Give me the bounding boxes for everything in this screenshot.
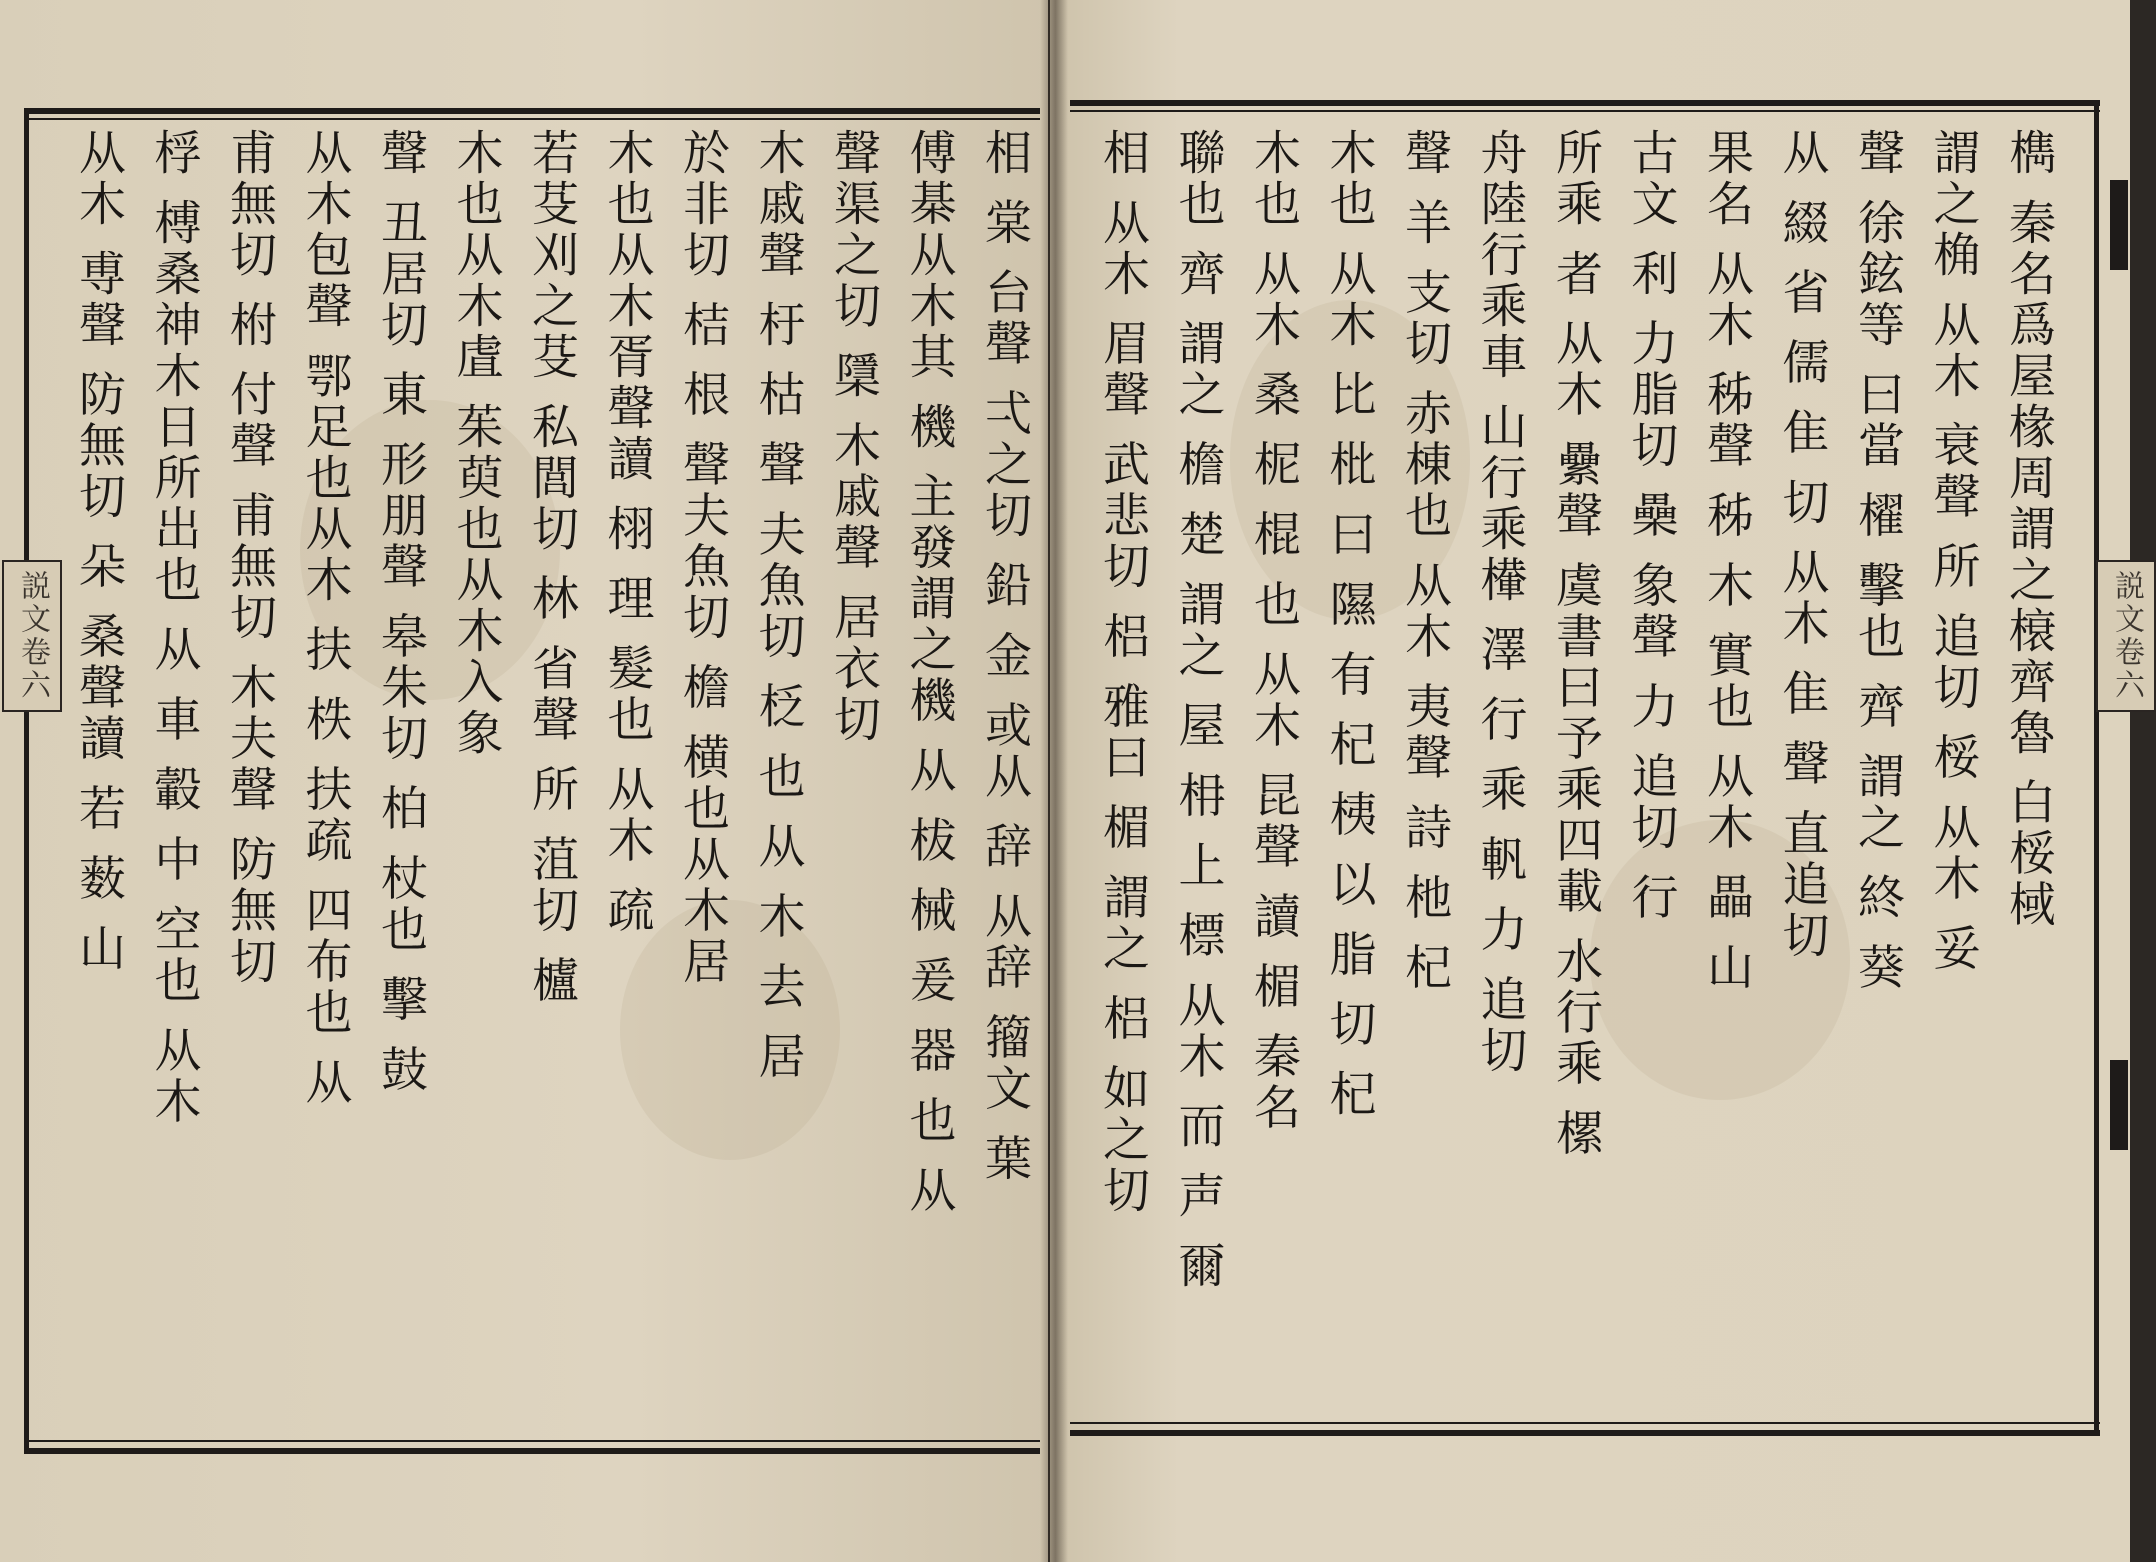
text-column: 若芟刈之芟 私閭切 林 省聲 所 菹切 櫨: [524, 128, 579, 1007]
text-column: 聲 丑居切 東 形朋聲 皋朱切 柏 杖也 擊 鼓: [373, 128, 428, 1096]
text-column: 聲 羊 支切 赤棟也 从木 夷聲 詩 杝 杞: [1397, 128, 1452, 994]
book-gutter: [1040, 0, 1068, 1562]
right-text-block: [1080, 128, 2056, 1448]
left-text-block: [56, 128, 1032, 1448]
fold-mark: [2110, 180, 2128, 270]
text-column: 聯也 齊 謂之 檐 楚 謂之 屋 枏 上 標 从木 而 声 爾: [1170, 128, 1226, 1293]
top-inner-rule: [1070, 110, 2100, 112]
text-column: 果名 从木 秭聲 秭 木 實也 从木 畾 山: [1699, 128, 1754, 994]
left-frame-rule: [24, 108, 29, 1454]
text-column: 相 从木 眉聲 武悲切 梠 雅曰 楣 謂之 梠 如之切: [1095, 128, 1150, 1217]
text-column: 聲渠之切 檃 木戚聲 居衣切: [826, 128, 881, 746]
text-column: 傅棊从木其 機 主發謂之機 从 柭 械 爰 器 也 从: [901, 128, 957, 1217]
text-column: 所乘 者 从木 纍聲 虞書曰予乘四載 水行乘 樏: [1548, 128, 1603, 1160]
fold-heading: 説文卷六: [2096, 560, 2156, 712]
fold-heading: 説文卷六: [2, 560, 62, 712]
text-column: 木也 从木 比 枇 曰 隰 有 杞 桋 以 脂 切 杞: [1321, 128, 1377, 1121]
fold-mark: [2110, 1060, 2128, 1150]
left-page: [0, 0, 1048, 1562]
top-inner-rule: [28, 118, 1040, 120]
text-column: 从木 尃聲 防無切 朵 桑聲讀 若 薮 山: [71, 128, 126, 975]
text-column: 木也 从木 桑 柅 棍 也 从木 昆聲 讀 楣 秦名: [1246, 128, 1301, 1134]
text-column: 相 棠 台聲 弌之切 鉛 金 或从 辞 从辞 籀文 葉: [977, 128, 1032, 1185]
text-column: 謂之桷 从木 衰聲 所 追切 桵 从木 妥: [1925, 128, 1981, 975]
text-column: 古文 利 力脂切 櫐 象聲 力 追切 行: [1623, 128, 1679, 924]
text-column: 聲 徐鉉等 曰當 櫂 擊也 齊 謂之 終 葵: [1850, 128, 1905, 994]
text-column: 木也从木胥聲讀 栩 理 髮也 从木 疏: [599, 128, 655, 937]
top-frame-rule: [28, 108, 1040, 114]
text-column: 於非切 桔 根 聲夫魚切 檐 横也从木居: [675, 128, 730, 988]
text-column: 木戚聲 杅 枯 聲 夫魚切 柉 也 从 木 去 居: [750, 128, 806, 1083]
text-column: 木也从木虘 茱萸也从木入象: [448, 128, 504, 759]
text-column: 桴 榑桑神木日所出也 从 車 轂 中 空也 从木: [146, 128, 202, 1128]
text-column: 舟陸行乘車 山行乘檋 澤 行 乘 軓 力 追切: [1472, 128, 1528, 1077]
top-frame-rule: [1070, 100, 2100, 106]
text-column: 甫無切 柎 付聲 甫無切 木夫聲 防無切: [222, 128, 277, 988]
bottom-frame-rule: [28, 1448, 1040, 1454]
right-frame-rule: [2094, 100, 2099, 1436]
text-column: 从 綴 省 儒 隹 切 从木 隹 聲 直追切: [1774, 128, 1830, 962]
text-column: 檇 秦名爲屋椽周謂之榱齊魯 白桵棫: [2001, 128, 2056, 931]
text-column: 从木包聲 鄂足也从木 扶 柣 扶疏 四布也 从: [297, 128, 353, 1109]
